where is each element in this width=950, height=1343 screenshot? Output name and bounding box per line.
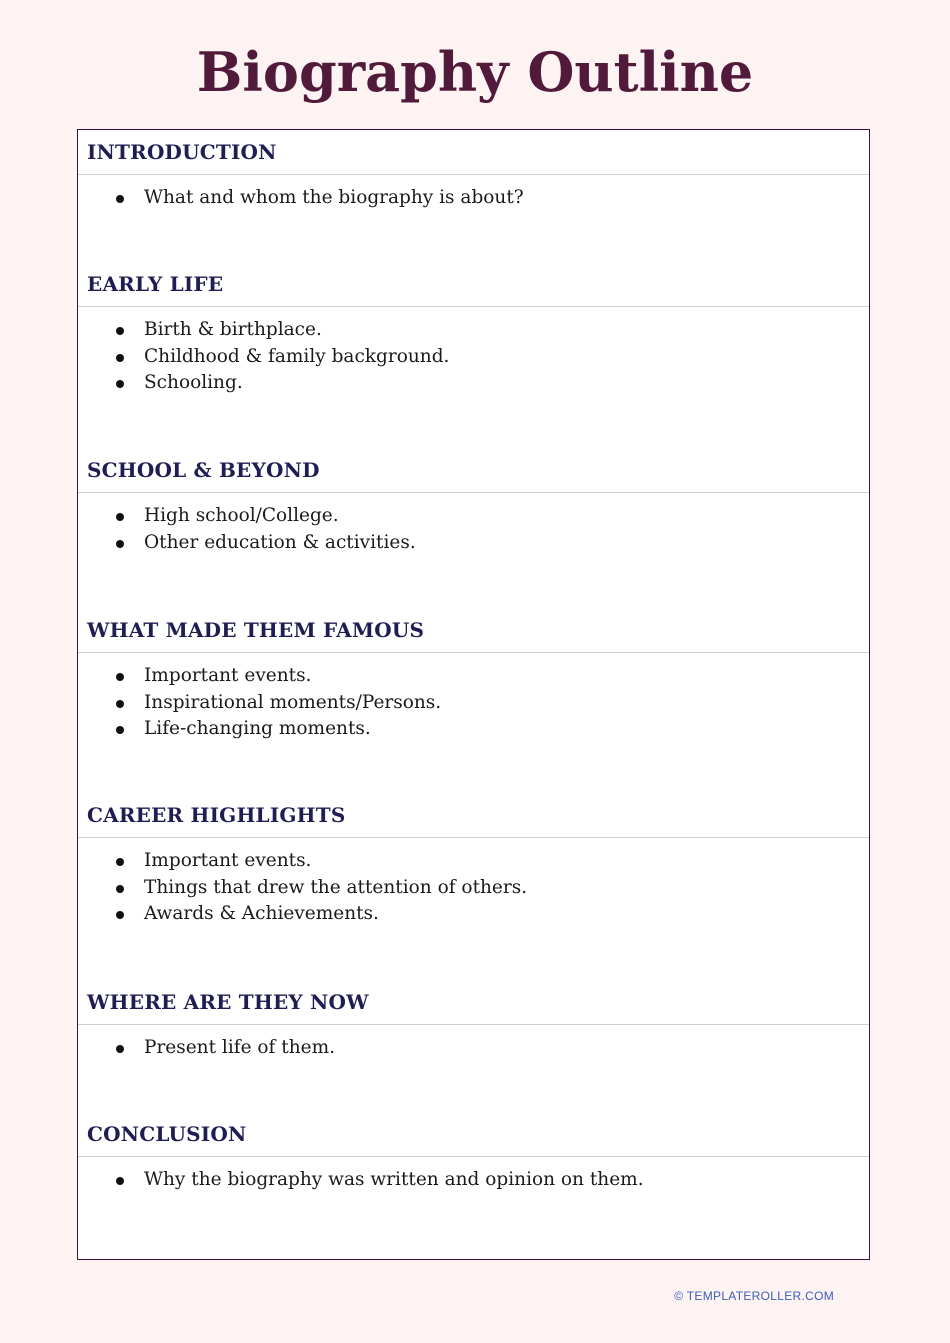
copyright-footer: © TEMPLATEROLLER.COM bbox=[674, 1289, 834, 1303]
item-list bbox=[78, 1157, 869, 1194]
item-list bbox=[78, 493, 869, 556]
section-heading: CAREER HIGHLIGHTS bbox=[78, 793, 869, 838]
section-what-made-them-famous bbox=[78, 608, 869, 743]
bullet-icon bbox=[116, 858, 124, 866]
list-item bbox=[78, 716, 869, 743]
bullet-icon bbox=[116, 1045, 124, 1053]
bullet-icon bbox=[116, 726, 124, 734]
item-text: Childhood & family background. bbox=[144, 345, 450, 367]
bullet-icon bbox=[116, 673, 124, 681]
list-item bbox=[78, 344, 869, 371]
bullet-icon bbox=[116, 327, 124, 335]
bullet-icon bbox=[116, 911, 124, 919]
item-text: Schooling. bbox=[144, 372, 243, 394]
item-text: Important events. bbox=[144, 850, 312, 871]
list-item bbox=[78, 185, 869, 212]
section-where-are-they-now bbox=[78, 980, 869, 1062]
section-conclusion bbox=[78, 1112, 869, 1194]
list-item bbox=[78, 370, 869, 397]
list-item bbox=[78, 1035, 869, 1062]
bullet-icon bbox=[116, 885, 124, 893]
item-list bbox=[78, 838, 869, 928]
bullet-icon bbox=[116, 380, 124, 388]
item-text: Why the biography was written and opinion on them. bbox=[144, 1169, 644, 1190]
item-text: What and whom the biography is about? bbox=[144, 187, 524, 208]
item-text: Birth & birthplace. bbox=[144, 319, 322, 340]
list-item bbox=[78, 875, 869, 902]
bullet-icon bbox=[116, 700, 124, 708]
item-list bbox=[78, 175, 869, 212]
list-item bbox=[78, 317, 869, 344]
list-item bbox=[78, 663, 869, 690]
list-item bbox=[78, 901, 869, 928]
item-text: Other education & activities. bbox=[144, 531, 416, 553]
item-list bbox=[78, 1025, 869, 1062]
section-early-life bbox=[78, 262, 869, 397]
section-heading: WHAT MADE THEM FAMOUS bbox=[78, 608, 869, 653]
list-item bbox=[78, 848, 869, 875]
bullet-icon bbox=[116, 513, 124, 521]
bullet-icon bbox=[116, 195, 124, 203]
bullet-icon bbox=[116, 354, 124, 362]
section-heading: EARLY LIFE bbox=[78, 262, 869, 307]
item-text: Inspirational moments/Persons. bbox=[144, 691, 442, 713]
outline-sheet bbox=[77, 129, 870, 1260]
item-text: Present life of them. bbox=[144, 1037, 336, 1058]
section-heading: CONCLUSION bbox=[78, 1112, 869, 1157]
section-heading: WHERE ARE THEY NOW bbox=[78, 980, 869, 1025]
list-item bbox=[78, 1167, 869, 1194]
item-text: Awards & Achievements. bbox=[144, 903, 379, 925]
section-heading: INTRODUCTION bbox=[78, 130, 869, 175]
bullet-icon bbox=[116, 540, 124, 548]
list-item bbox=[78, 503, 869, 530]
item-text: Life-changing moments. bbox=[144, 718, 371, 740]
item-text: High school/College. bbox=[144, 505, 339, 526]
item-text: Things that drew the attention of others. bbox=[144, 876, 528, 898]
item-list bbox=[78, 653, 869, 743]
bullet-icon bbox=[116, 1177, 124, 1185]
section-career-highlights bbox=[78, 793, 869, 928]
item-list bbox=[78, 307, 869, 397]
list-item bbox=[78, 690, 869, 717]
section-heading: SCHOOL & BEYOND bbox=[78, 448, 869, 493]
item-text: Important events. bbox=[144, 665, 312, 686]
page-title: Biography Outline bbox=[196, 40, 754, 104]
section-school-and-beyond bbox=[78, 448, 869, 556]
section-introduction bbox=[78, 130, 869, 212]
list-item bbox=[78, 530, 869, 557]
